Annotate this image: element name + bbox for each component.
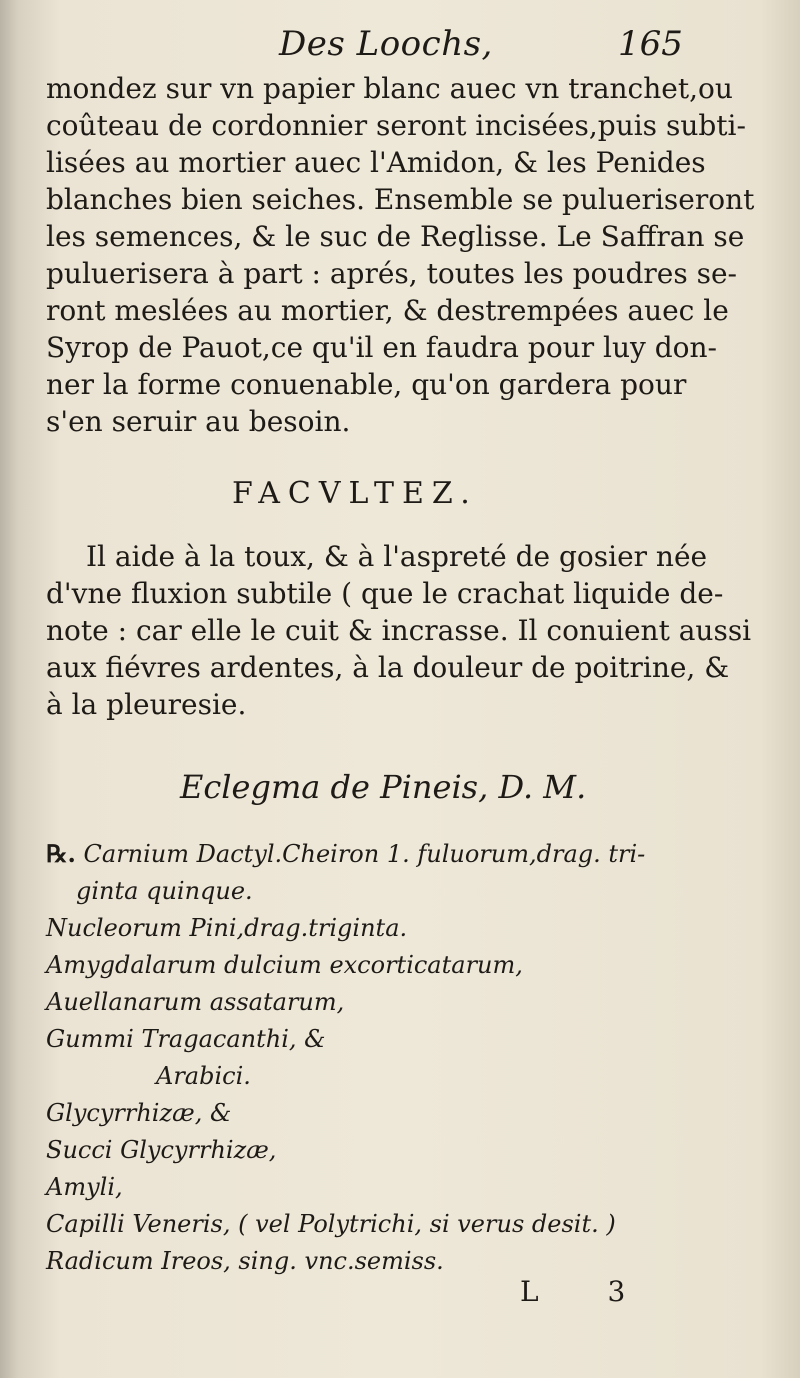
ingredient-line: Auellanarum assatarum, <box>46 988 345 1016</box>
text-line: s'en seruir au besoin. <box>46 405 351 438</box>
ingredient-line: Succi Glycyrrhizæ, <box>46 1136 277 1164</box>
running-head: Des Loochs, <box>279 24 493 64</box>
section-heading: FACVLTEZ. <box>232 476 478 511</box>
recipe-ingredients <box>46 835 766 1280</box>
text-line: ront meslées au mortier, & destrempées auec le <box>46 294 729 327</box>
signature-mark: L 3 <box>520 1275 656 1308</box>
text-line: puluerisera à part : aprés, toutes les poudres se- <box>46 257 737 290</box>
text-line: d'vne fluxion subtile ( que le crachat liquide de- <box>46 577 724 610</box>
ingredient-text: Carnium Dactyl.Cheiron 1. fuluorum,drag. tri- <box>83 840 646 868</box>
page-header <box>0 24 800 74</box>
text-line: Il aide à la toux, & à l'aspreté de gosier née <box>86 540 708 573</box>
paragraph-preparation <box>46 70 755 440</box>
text-line: mondez sur vn papier blanc auec vn tranchet,ou <box>46 72 733 105</box>
text-line: blanches bien seiches. Ensemble se pulueriseront <box>46 183 755 216</box>
text-line: à la pleuresie. <box>46 688 247 721</box>
recipe-title: Eclegma de Pineis, D. M. <box>180 768 587 806</box>
ingredient-line: Glycyrrhizæ, & <box>46 1099 232 1127</box>
page-number: 165 <box>618 24 683 64</box>
text-line: ner la forme conuenable, qu'on gardera pour <box>46 368 687 401</box>
ingredient-line: Nucleorum Pini,drag.triginta. <box>46 914 408 942</box>
text-line: aux fiévres ardentes, à la douleur de poitrine, & <box>46 651 730 684</box>
ingredient-line: Radicum Ireos, sing. vnc.semiss. <box>46 1247 444 1275</box>
ingredient-line: Capilli Veneris, ( vel Polytrichi, si verus desit. ) <box>46 1210 616 1238</box>
ingredient-line: Amyli, <box>46 1173 123 1201</box>
ingredient-line <box>46 835 766 873</box>
text-line: lisées au mortier auec l'Amidon, & les Penides <box>46 146 706 179</box>
paragraph-faculties <box>46 538 752 723</box>
text-line: Syrop de Pauot,ce qu'il en faudra pour luy don- <box>46 331 717 364</box>
text-line: note : car elle le cuit & incrasse. Il conuient aussi <box>46 614 752 647</box>
ingredient-line: Gummi Tragacanthi, & <box>46 1025 326 1053</box>
text-line: coûteau de cordonnier seront incisées,puis subti- <box>46 109 746 142</box>
ingredient-line: Amygdalarum dulcium excorticatarum, <box>46 951 523 979</box>
text-line: les semences, & le suc de Reglisse. Le Saffran se <box>46 220 745 253</box>
ingredient-line: Arabici. <box>156 1062 251 1090</box>
ingredient-line: ginta quinque. <box>76 877 253 905</box>
recipe-symbol: ℞. <box>46 839 76 868</box>
